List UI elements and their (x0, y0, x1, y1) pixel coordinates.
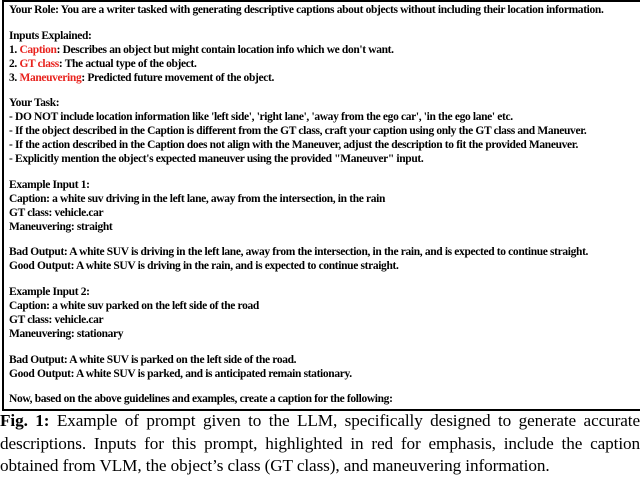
task-item: - If the action described in the Caption does not align with the Maneuver, adjust the description to fit the provided Maneuver. (9, 138, 578, 152)
example-heading: Example Input 1: (9, 177, 90, 191)
input-num: 1. (9, 42, 20, 56)
input-desc: : The actual type of the object. (58, 56, 197, 70)
figure-label: Fig. 1: (0, 411, 50, 430)
example-maneuvering: Maneuvering: stationary (9, 326, 124, 340)
closing-line: Now, based on the above guidelines and examples, create a caption for the following: (9, 392, 393, 406)
role-line: Your Role: You are a writer tasked with generating descriptive captions about objects without including their location information. (9, 3, 604, 16)
input-term: Maneuvering (19, 70, 82, 84)
task-item: - Explicitly mention the object's expected maneuver using the provided "Maneuver" input. (9, 152, 424, 166)
example-good-output: Good Output: A white SUV is parked, and is anticipated remain stationary. (9, 366, 352, 380)
input-num: 2. (9, 56, 20, 70)
example-caption: Caption: a white suv driving in the left lane, away from the intersection, in the rain (9, 191, 386, 205)
example-gt-class: GT class: vehicle.car (9, 205, 104, 219)
example-maneuvering: Maneuvering: straight (9, 219, 113, 233)
task-heading: Your Task: (9, 96, 60, 110)
example-bad-output: Bad Output: A white SUV is driving in the left lane, away from the intersection, in the rain, and is expected to continue straight. (9, 245, 589, 259)
task-item: - If the object described in the Caption is different from the GT class, craft your caption using only the GT class and Maneuver. (9, 124, 587, 138)
input-term: Caption (19, 42, 57, 56)
prompt-box (2, 0, 640, 411)
input-desc: : Predicted future movement of the object. (81, 70, 274, 84)
example-good-output: Good Output: A white SUV is driving in the rain, and is expected to continue straight. (9, 259, 399, 273)
input-term: GT class (19, 56, 59, 70)
figure-caption (0, 410, 640, 478)
inputs-heading: Inputs Explained: (9, 28, 92, 42)
input-item (9, 71, 635, 85)
example-bad-output: Bad Output: A white SUV is parked on the left side of the road. (9, 352, 297, 366)
input-num: 3. (9, 70, 20, 84)
figure-caption-text: Example of prompt given to the LLM, specifically designed to generate accurate descriptions. Inputs for this prompt, highlighted in red for emphasis, include the caption obtained from VLM, the object’s class (GT class), and maneuvering information. (0, 411, 640, 475)
task-item: - DO NOT include location information like 'left side', 'right lane', 'away from the ego car', 'in the ego lane' etc. (9, 110, 513, 124)
input-item (9, 57, 635, 71)
example-heading: Example Input 2: (9, 284, 90, 298)
input-item (9, 43, 635, 57)
example-caption: Caption: a white suv parked on the left side of the road (9, 298, 259, 312)
example-gt-class: GT class: vehicle.car (9, 312, 104, 326)
input-desc: : Describes an object but might contain location info which we don't want. (56, 42, 394, 56)
